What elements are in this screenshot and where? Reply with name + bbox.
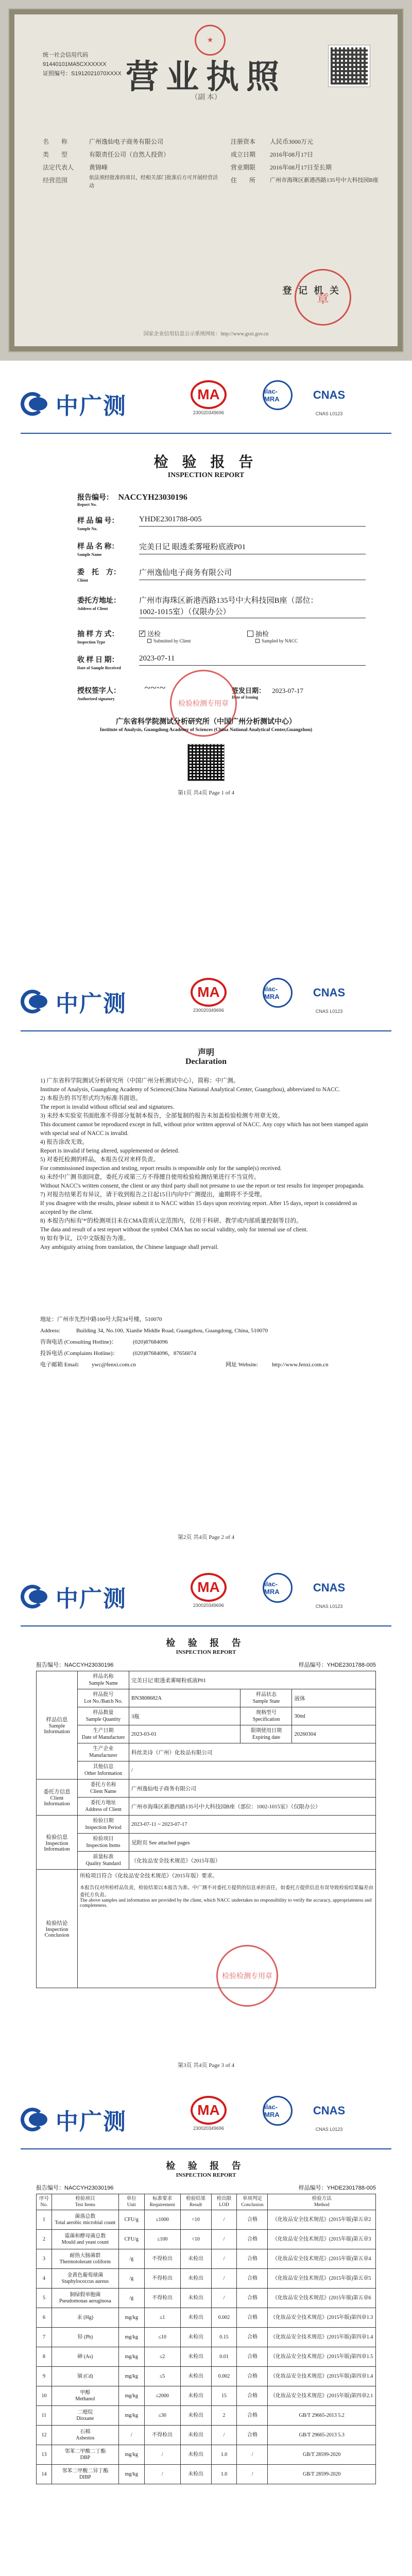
report-subtitle: INSPECTION REPORT (176, 2172, 236, 2178)
table-cell: mg/kg (118, 2328, 144, 2347)
table-cell: 镉 (Cd) (52, 2367, 118, 2386)
table-cell: 铅 (Pb) (52, 2328, 118, 2347)
table-cell: mg/kg (118, 2445, 144, 2465)
table-cell: 2 (211, 2406, 237, 2426)
table-cell: /g (118, 2289, 144, 2308)
table-cell: 未检出 (180, 2289, 211, 2308)
table-cell: mg/kg (118, 2347, 144, 2367)
header-rule (21, 433, 391, 434)
table-cell: / (237, 2445, 268, 2465)
table-cell: 未检出 (180, 2249, 211, 2269)
field-label: 生产日期 Date of Manufacture (78, 1725, 129, 1743)
cnas-badge: CNAS CNAS L0123 (313, 986, 346, 1014)
table-cell: GB/T 28599-2020 (268, 2465, 376, 2484)
ilac-mra-badge: ilac-MRA (263, 2096, 293, 2126)
cma-badge: MA 230020349696 (191, 380, 227, 415)
report-meta: 报告编号：NACCYH23030196 样品编号：YHDE2301788-005 (36, 1662, 376, 1668)
table-cell: 0.002 (211, 2367, 237, 2386)
table-cell: 合格 (237, 2347, 268, 2367)
table-cell: <10 (180, 2210, 211, 2230)
table-cell: 金黄色葡萄球菌 Staphylococcus aureus (52, 2269, 118, 2289)
table-cell: 《化妆品安全技术规范》(2015年版)第五章6 (268, 2289, 376, 2308)
business-license-frame (9, 9, 403, 351)
table-cell: 1.0 (211, 2465, 237, 2484)
header-rule (21, 1625, 391, 1626)
table-cell: GB/T 29665-2013 5.3 (268, 2426, 376, 2445)
table-cell: 6 (37, 2308, 52, 2328)
business-license-page (0, 0, 412, 361)
field-label: 检验项目 Inspection Items (78, 1834, 129, 1852)
consult-hotline: 咨询电话 (Consulting Hotline)： (020)87684096 (40, 1339, 168, 1345)
table-row (37, 1707, 376, 1725)
nacc-logo (21, 2103, 127, 2136)
table-cell: 9 (37, 2367, 52, 2386)
table-cell: 1.0 (211, 2445, 237, 2465)
table-cell: ≤1 (144, 2308, 180, 2328)
declaration-title: 声明 (197, 1048, 214, 1057)
logo-text: 中广测 (56, 991, 127, 1016)
report-title: 检 验 报 告 (153, 454, 259, 470)
national-emblem-icon: ★ (195, 25, 226, 56)
address-en: Address: Building 34, No.100, Xianlie Middle Road, Guangzhou, Guangdong, China, 510070 (40, 1328, 268, 1334)
declaration-line: 8) 本报告内标有'*'的检测项目未在CMA资质认定范围内，仅用于科研、教学或内部质量控制等目的。 (40, 1218, 302, 1224)
declaration-body (40, 1077, 372, 1252)
table-row (37, 1761, 376, 1780)
table-row (37, 2230, 376, 2249)
table-cell: mg/kg (118, 2386, 144, 2406)
cnas-badge: CNAS CNAS L0123 (313, 1581, 346, 1609)
declaration-line: 3) 未经本实验室书面批准不得部分复制本报告，全部复制的报告未加盖检验检测专用章无效。 (40, 1113, 284, 1119)
field-value: 广州市海珠区新港西路135号中大科技园B座（部位：1002-1015室）（仅限办公） (129, 1798, 376, 1816)
email-website: 电子邮箱 Email: ywc@fenxi.com.cn 网址 Website: http://www.fenxi.com.cn (40, 1359, 372, 1370)
field-value: 《化妆品安全技术规范》（2015年版） (129, 1852, 376, 1870)
declaration-page (0, 958, 412, 1553)
table-row (37, 1689, 376, 1707)
declaration-line: Any ambiguity arising from translation, the Chinese language shall prevail. (40, 1244, 219, 1250)
table-cell: 未检出 (180, 2328, 211, 2347)
table-cell: / (211, 2289, 237, 2308)
checkbox-empty-icon (247, 631, 253, 637)
logo-text: 中广测 (56, 2109, 127, 2134)
table-cell: 5 (37, 2289, 52, 2308)
table-cell: 未检出 (180, 2367, 211, 2386)
report-cover-page: 中广测 MA 230020349696 ilac-MRA CNAS CNAS L0123 检 验 报 告 INSPECTION REPORT 报告编号： NACCYH23030196 Report No. 样 品 编 号： Sample No. YHDE2301788-005 样 品 名 称： Sample Name 完美日记 眼透柔雾哑粉底液P01 委 托 方： Client 广州逸仙电子商务有限公司 委托方地址： Address of Client 广州市海珠区新港西路135号中大科技园B座（部位： 1002-1015室）（仅限办公） 抽 样 方 式： Inspection Type ✓送检 Submitted by Client 抽检 Sampled by NACC 收 样 日 期： Date of Sample Received 2023-07-11 授权签字人： Authorized signatory ~~·~ 签发日期： 2023-07-17 Date of Issuing 检验检测专用章 广东省科学院测试分析研究所（中国广州分析测试中心） Institute of Analysis, Guangdong Academy of Sciences (China National Analytical Center,Guangzhou) 第1页 共4页 Page 1 of 4 (0, 361, 412, 958)
table-cell: 甲醇 Methanol (52, 2386, 118, 2406)
license-qr-code-icon (329, 45, 370, 87)
field-value: 2023-03-01 (129, 1725, 241, 1743)
field-value: 20260304 (292, 1725, 376, 1743)
table-cell: ≤100 (144, 2230, 180, 2249)
table-cell: 0.01 (211, 2347, 237, 2367)
field-value: 液体 (292, 1689, 376, 1707)
header-rule (21, 2148, 391, 2149)
declaration-line: 5) 对委托检测的样品，本报告仅对来样负责。 (40, 1157, 159, 1163)
complaint-hotline: 投诉电话 (Complaints Hotline)： (020)87684096，87656074 (40, 1350, 196, 1357)
table-cell: CFU/g (118, 2210, 144, 2230)
table-cell: mg/kg (118, 2367, 144, 2386)
table-row (37, 2328, 376, 2347)
table-cell: 2 (37, 2230, 52, 2249)
license-field: 类 型 有限责任公司（自然人投资） (43, 151, 170, 158)
table-cell: 7 (37, 2328, 52, 2347)
table-cell: / (237, 2465, 268, 2484)
table-cell: 《化妆品安全技术规范》(2015年版)第五章3 (268, 2230, 376, 2249)
table-cell: 未检出 (180, 2445, 211, 2465)
report-subtitle: INSPECTION REPORT (176, 1649, 236, 1655)
table-cell: / (211, 2210, 237, 2230)
field-label: 样品名称 Sample Name (78, 1671, 129, 1689)
conclusion-text: 所检项目符合《化妆品安全技术规范》（2015年版）要求。 本报告仅对所检样品负责，检验结果以本报告为准。中广测不对委托方提供的信息承担责任，如委托方提供信息有误导致检验结果偏差由委托方负责。 The above samples and information are provided by the client, which NACC undertakes no responsibility to verify the accuracy, appropriateness and completeness. (78, 1870, 376, 1988)
column-header: 序号 No. (37, 2194, 52, 2210)
table-row (37, 2386, 376, 2406)
license-field: 注册资本 人民币3000万元 (231, 138, 314, 145)
table-cell: 合格 (237, 2406, 268, 2426)
declaration-line: The report is invalid without official seal and signatures. (40, 1104, 175, 1110)
table-cell: 《化妆品安全技术规范》(2015年版)第五章2 (268, 2210, 376, 2230)
inspection-seal: 检验检测专用章 (170, 670, 237, 737)
table-cell: /g (118, 2269, 144, 2289)
nacc-logo-icon (21, 1585, 53, 1608)
table-row (37, 1743, 376, 1761)
table-cell: ≤5 (144, 2367, 180, 2386)
table-cell: 合格 (237, 2308, 268, 2328)
contact-info (40, 1314, 372, 1370)
report-header (21, 1569, 391, 1620)
table-cell: / (211, 2249, 237, 2269)
license-fields-right (231, 135, 385, 187)
column-header: 检验结果 Result (180, 2194, 211, 2210)
declaration-line: 2) 本报告的书写形式均为标准书面语。 (40, 1095, 142, 1101)
table-row (37, 2426, 376, 2445)
table-cell: 汞 (Hg) (52, 2308, 118, 2328)
table-cell: 《化妆品安全技术规范》(2015年版)第四章1.3 (268, 2308, 376, 2328)
nacc-logo (21, 1580, 127, 1613)
field-value: 30ml (292, 1707, 376, 1725)
table-cell: GB/T 29665-2013 5.2 (268, 2406, 376, 2426)
table-cell: 合格 (237, 2210, 268, 2230)
table-cell: 铜绿假单胞菌 Pseudomonas aeruginosa (52, 2289, 118, 2308)
declaration-line: For commissioned inspection and testing, report results is responsible only for the sample(s) received. (40, 1165, 282, 1172)
nacc-logo (21, 985, 127, 1018)
nacc-logo (21, 387, 127, 420)
table-cell: 耐热大肠菌群 Thermotolerant coliform (52, 2249, 118, 2269)
license-footer: 国家企业信用信息公示系统网址：http://www.gsxt.gov.cn (143, 331, 269, 337)
table-cell: 砷 (As) (52, 2347, 118, 2367)
table-cell: 合格 (237, 2328, 268, 2347)
report-header (21, 974, 391, 1025)
table-row (37, 2308, 376, 2328)
cnas-badge: CNAS CNAS L0123 (313, 388, 346, 416)
column-header: 检验方法 Method (268, 2194, 376, 2210)
table-cell: <10 (180, 2230, 211, 2249)
table-row (37, 2289, 376, 2308)
cnas-badge: CNAS CNAS L0123 (313, 2104, 346, 2132)
website-link[interactable]: http://www.fenxi.com.cn (272, 1362, 329, 1368)
declaration-line: 4) 报告涂改无效。 (40, 1139, 88, 1145)
table-cell: 未检出 (180, 2269, 211, 2289)
table-row (37, 1852, 376, 1870)
page-footer: 第3页 共4页 Page 3 of 4 (177, 2062, 235, 2069)
field-value: 见附页 See attached pages (129, 1834, 376, 1852)
license-fields-left (43, 135, 218, 191)
table-cell: 合格 (237, 2367, 268, 2386)
table-row (37, 2269, 376, 2289)
table-cell: 未检出 (180, 2465, 211, 2484)
declaration-line: If you disagree with the results, please submit it to NACC within 15 days upon receiving report. After 15 days, report is considered as accepted by the client. (40, 1200, 357, 1215)
table-cell: 石棉 Asbestos (52, 2426, 118, 2445)
table-cell: ≤2000 (144, 2386, 180, 2406)
table-cell: 合格 (237, 2426, 268, 2445)
table-cell: 未检出 (180, 2308, 211, 2328)
field-label: 规格型号 Specification (241, 1707, 292, 1725)
table-cell: / (118, 2426, 144, 2445)
ilac-mra-badge: ilac-MRA (263, 978, 293, 1008)
table-cell: 《化妆品安全技术规范》(2015年版)第四章1.4 (268, 2328, 376, 2347)
ilac-mra-badge: ilac-MRA (263, 380, 293, 410)
table-cell: /g (118, 2249, 144, 2269)
sampling-option-sampled: 抽检 Sampled by NACC (247, 629, 298, 643)
table-cell: ≤1000 (144, 2210, 180, 2230)
declaration-line: 6) 未经中广测书面同意，委托方或第三方不得擅自使用检验检测结果进行不当宣传。 (40, 1174, 260, 1180)
license-registrar: 登 记 机 关 (282, 285, 341, 296)
results-page (0, 2076, 412, 2576)
field-label: 生产企业 Manufacturer (78, 1743, 129, 1761)
table-cell: 霉菌和酵母菌总数 Mould and yeast count (52, 2230, 118, 2249)
table-cell: 不得检出 (144, 2249, 180, 2269)
declaration-line: 1) 广东省科学院测试分析研究所（中国广州分析测试中心），简称：中广测。 (40, 1078, 239, 1084)
table-cell: 不得检出 (144, 2289, 180, 2308)
field-label: 检验日期 Inspection Period (78, 1816, 129, 1834)
sample-info-table (36, 1671, 376, 1988)
sampling-option-submitted: ✓送检 Submitted by Client (139, 629, 191, 643)
nacc-logo-icon (21, 2108, 53, 2131)
group-cell: 委托方信息 Client Information (37, 1780, 78, 1816)
column-header: 单位 Unit (118, 2194, 144, 2210)
table-cell: 不得检出 (144, 2269, 180, 2289)
table-cell: 合格 (237, 2386, 268, 2406)
table-cell: mg/kg (118, 2308, 144, 2328)
column-header: 检验项目 Test Items (52, 2194, 118, 2210)
field-label: 限期使用日期 Expiring date (241, 1725, 292, 1743)
report-title: 检 验 报 告 (166, 1638, 246, 1648)
table-cell: mg/kg (118, 2465, 144, 2484)
report-qr-code-icon (188, 744, 224, 781)
field-label: 样品数量 Sample Quantity (78, 1707, 129, 1725)
table-cell: 3 (37, 2249, 52, 2269)
report-number: NACCYH23030196 (118, 493, 187, 502)
email-link[interactable]: ywc@fenxi.com.cn (92, 1362, 136, 1368)
license-field: 经营范围 依法须经批准的项目，经相关部门批准后方可开展经营活动 (43, 175, 218, 189)
field-label: 样品状态 Sample State (241, 1689, 292, 1707)
license-left-line: 统一社会信用代码 (43, 52, 88, 58)
table-cell: / (211, 2269, 237, 2289)
table-cell: ≤2 (144, 2347, 180, 2367)
field-value: BN3808682A (129, 1689, 241, 1707)
report-title: 检 验 报 告 (166, 2161, 246, 2171)
field-value: / (129, 1761, 376, 1780)
table-cell: CFU/g (118, 2230, 144, 2249)
table-cell: / (211, 2230, 237, 2249)
table-cell: 《化妆品安全技术规范》(2015年版)第五章4 (268, 2249, 376, 2269)
logo-text: 中广测 (56, 394, 127, 419)
table-cell: 15 (211, 2386, 237, 2406)
table-cell: 0.002 (211, 2308, 237, 2328)
report-subtitle: INSPECTION REPORT (167, 471, 245, 479)
table-cell: 11 (37, 2406, 52, 2426)
table-cell: 14 (37, 2465, 52, 2484)
table-cell: ≤10 (144, 2328, 180, 2347)
table-cell: 《化妆品安全技术规范》(2015年版)第四章1.5 (268, 2347, 376, 2367)
report-header (21, 2092, 391, 2143)
table-row (37, 2347, 376, 2367)
table-cell: 合格 (237, 2249, 268, 2269)
table-cell: 8 (37, 2347, 52, 2367)
license-field: 法定代表人 黄锦峰 (43, 164, 108, 171)
table-cell: 合格 (237, 2289, 268, 2308)
nacc-logo-icon (21, 990, 53, 1013)
inspection-seal: 检验检测专用章 (216, 1945, 278, 2007)
conclusion-row (37, 1870, 376, 1988)
header-rule (21, 1030, 391, 1031)
table-cell: 邻苯二甲酸二异丁酯 DIBP (52, 2465, 118, 2484)
table-row (37, 2249, 376, 2269)
table-row (37, 2465, 376, 2484)
field-label: 样品批号 Lot No./Batch No. (78, 1689, 129, 1707)
table-cell: 合格 (237, 2230, 268, 2249)
table-cell: 0.15 (211, 2328, 237, 2347)
declaration-line: Institute of Analysis, Guangdong Academy of Sciences(China National Analytical Center, Guangzhou), abbreviated to NACC. (40, 1087, 340, 1093)
table-cell: 二噁烷 Dioxane (52, 2406, 118, 2426)
license-field: 成立日期 2016年08月17日 (231, 151, 314, 158)
declaration-line: The data and result of a test report without the symbol CMA has no social validity, only for internal use of client. (40, 1227, 308, 1233)
cma-badge: MA 230020349696 (191, 978, 227, 1013)
table-cell: 13 (37, 2445, 52, 2465)
address-cn: 地址：广州市先烈中路100号大院34号楼，510070 (40, 1316, 162, 1323)
declaration-line: 7) 对报告结果若有异议，请于收到报告之日起15日内向中广测提出，逾期将不予受理。 (40, 1192, 266, 1198)
table-cell: / (144, 2445, 180, 2465)
issue-date-block: 签发日期： 2023-07-17 Date of Issuing (232, 687, 303, 700)
results-table (36, 2194, 376, 2484)
field-value: 科丝美诗（广州）化妆品有限公司 (129, 1743, 376, 1761)
institute-name-cn: 广东省科学院测试分析研究所（中国广州分析测试中心） (116, 718, 296, 726)
conclusion-label: 检验结论 Inspection Conclusion (37, 1870, 78, 1988)
table-cell: 未检出 (180, 2406, 211, 2426)
field-label: 委托方地址 Address of Client (78, 1798, 129, 1816)
table-cell: 未检出 (180, 2386, 211, 2406)
table-row (37, 2210, 376, 2230)
table-row (37, 1725, 376, 1743)
table-cell: 1 (37, 2210, 52, 2230)
table-cell: 不得检出 (144, 2426, 180, 2445)
table-row (37, 2406, 376, 2426)
license-left-line: 91440101MA5CXXXXXX (43, 61, 107, 67)
table-cell: 未检出 (180, 2347, 211, 2367)
group-cell: 检验信息 Inspection Information (37, 1816, 78, 1870)
field-value: 完美日记 眼透柔雾哑粉底液P01 (129, 1671, 376, 1689)
license-field: 营业期限 2016年08月17日至长期 (231, 164, 332, 171)
table-cell: 菌落总数 Total aerobic microbial count (52, 2210, 118, 2230)
field-value: 广州逸仙电子商务有限公司 (129, 1780, 376, 1798)
field-label: 质量标准 Quality Standard (78, 1852, 129, 1870)
cma-badge: MA 230020349696 (191, 2096, 227, 2131)
column-header: 标准要求 Requirement (144, 2194, 180, 2210)
table-cell: 《化妆品安全技术规范》(2015年版)第五章5 (268, 2269, 376, 2289)
field-value: 2023-07-11 ~ 2023-07-17 (129, 1816, 376, 1834)
field-label: 其他信息 Other Information (78, 1761, 129, 1780)
table-row (37, 2445, 376, 2465)
ilac-mra-badge: ilac-MRA (263, 1573, 293, 1603)
license-red-seal: 章 (295, 269, 351, 326)
table-cell: GB/T 28599-2020 (268, 2445, 376, 2465)
field-label: 委托方名称 Client Name (78, 1780, 129, 1798)
declaration-line: Report is invalid if being altered, supplemented or deleted. (40, 1148, 180, 1154)
table-cell: 邻苯二甲酸二丁酯 DBP (52, 2445, 118, 2465)
license-title: 营业执照 (126, 59, 286, 95)
table-cell: 合格 (237, 2269, 268, 2289)
table-row (37, 2367, 376, 2386)
table-cell: 未检出 (180, 2426, 211, 2445)
table-row (37, 1798, 376, 1816)
table-cell: / (211, 2426, 237, 2445)
column-header: 单项判定 Conclusion (237, 2194, 268, 2210)
license-subtitle: （副 本） (191, 94, 221, 101)
table-cell: 《化妆品安全技术规范》(2015年版)第四章1.4 (268, 2367, 376, 2386)
cma-badge: MA 230020349696 (191, 1573, 227, 1608)
page-footer: 第2页 共4页 Page 2 of 4 (177, 1534, 235, 1540)
table-cell: 12 (37, 2426, 52, 2445)
table-cell: 4 (37, 2269, 52, 2289)
table-cell: mg/kg (118, 2406, 144, 2426)
table-row (37, 1780, 376, 1798)
table-cell: 《化妆品安全技术规范》(2015年版)第四章2.1 (268, 2386, 376, 2406)
nacc-logo-icon (21, 392, 53, 416)
table-header-row (37, 2194, 376, 2210)
table-row (37, 1671, 376, 1689)
license-left-line: 证照编号：S1912021070XXXX (43, 71, 122, 77)
report-number-block: 报告编号： NACCYH23030196 Report No. (77, 493, 187, 507)
signature-mark: ~~·~ (144, 681, 166, 694)
institute-name-en: Institute of Analysis, Guangdong Academy of Sciences (China National Analytical Center,Guangzhou) (99, 727, 313, 733)
report-meta: 报告编号：NACCYH23030196 样品编号：YHDE2301788-005 (36, 2185, 376, 2191)
declaration-line: This document cannot be reproduced except in full, without prior written approval of NACC. Any copy which has not been stamped again with special seal of NACC is invalid. (40, 1122, 368, 1137)
license-field: 名 称 广州逸仙电子商务有限公司 (43, 138, 164, 145)
declaration-title-en: Declaration (185, 1057, 227, 1066)
sample-info-page (0, 1553, 412, 2076)
declaration-line: 9) 如有争议，以中文版报告为准。 (40, 1235, 130, 1242)
declaration-line: Without NACC's written consent, the client or any third party shall not presume to use the report or test results for improper propaganda. (40, 1183, 365, 1189)
table-cell: / (144, 2465, 180, 2484)
logo-text: 中广测 (56, 1586, 127, 1612)
field-value: 3瓶 (129, 1707, 241, 1725)
group-cell: 样品信息 Sample Information (37, 1671, 78, 1780)
table-row (37, 1816, 376, 1834)
table-cell: ≤30 (144, 2406, 180, 2426)
table-cell: 10 (37, 2386, 52, 2406)
checkbox-checked-icon (139, 631, 145, 637)
report-header (21, 376, 391, 428)
page-footer: 第1页 共4页 Page 1 of 4 (177, 790, 235, 796)
license-field: 住 所 广州市海珠区新港西路135号中大科技园B座 (231, 177, 379, 184)
table-row (37, 1834, 376, 1852)
column-header: 检出限 LOD (211, 2194, 237, 2210)
